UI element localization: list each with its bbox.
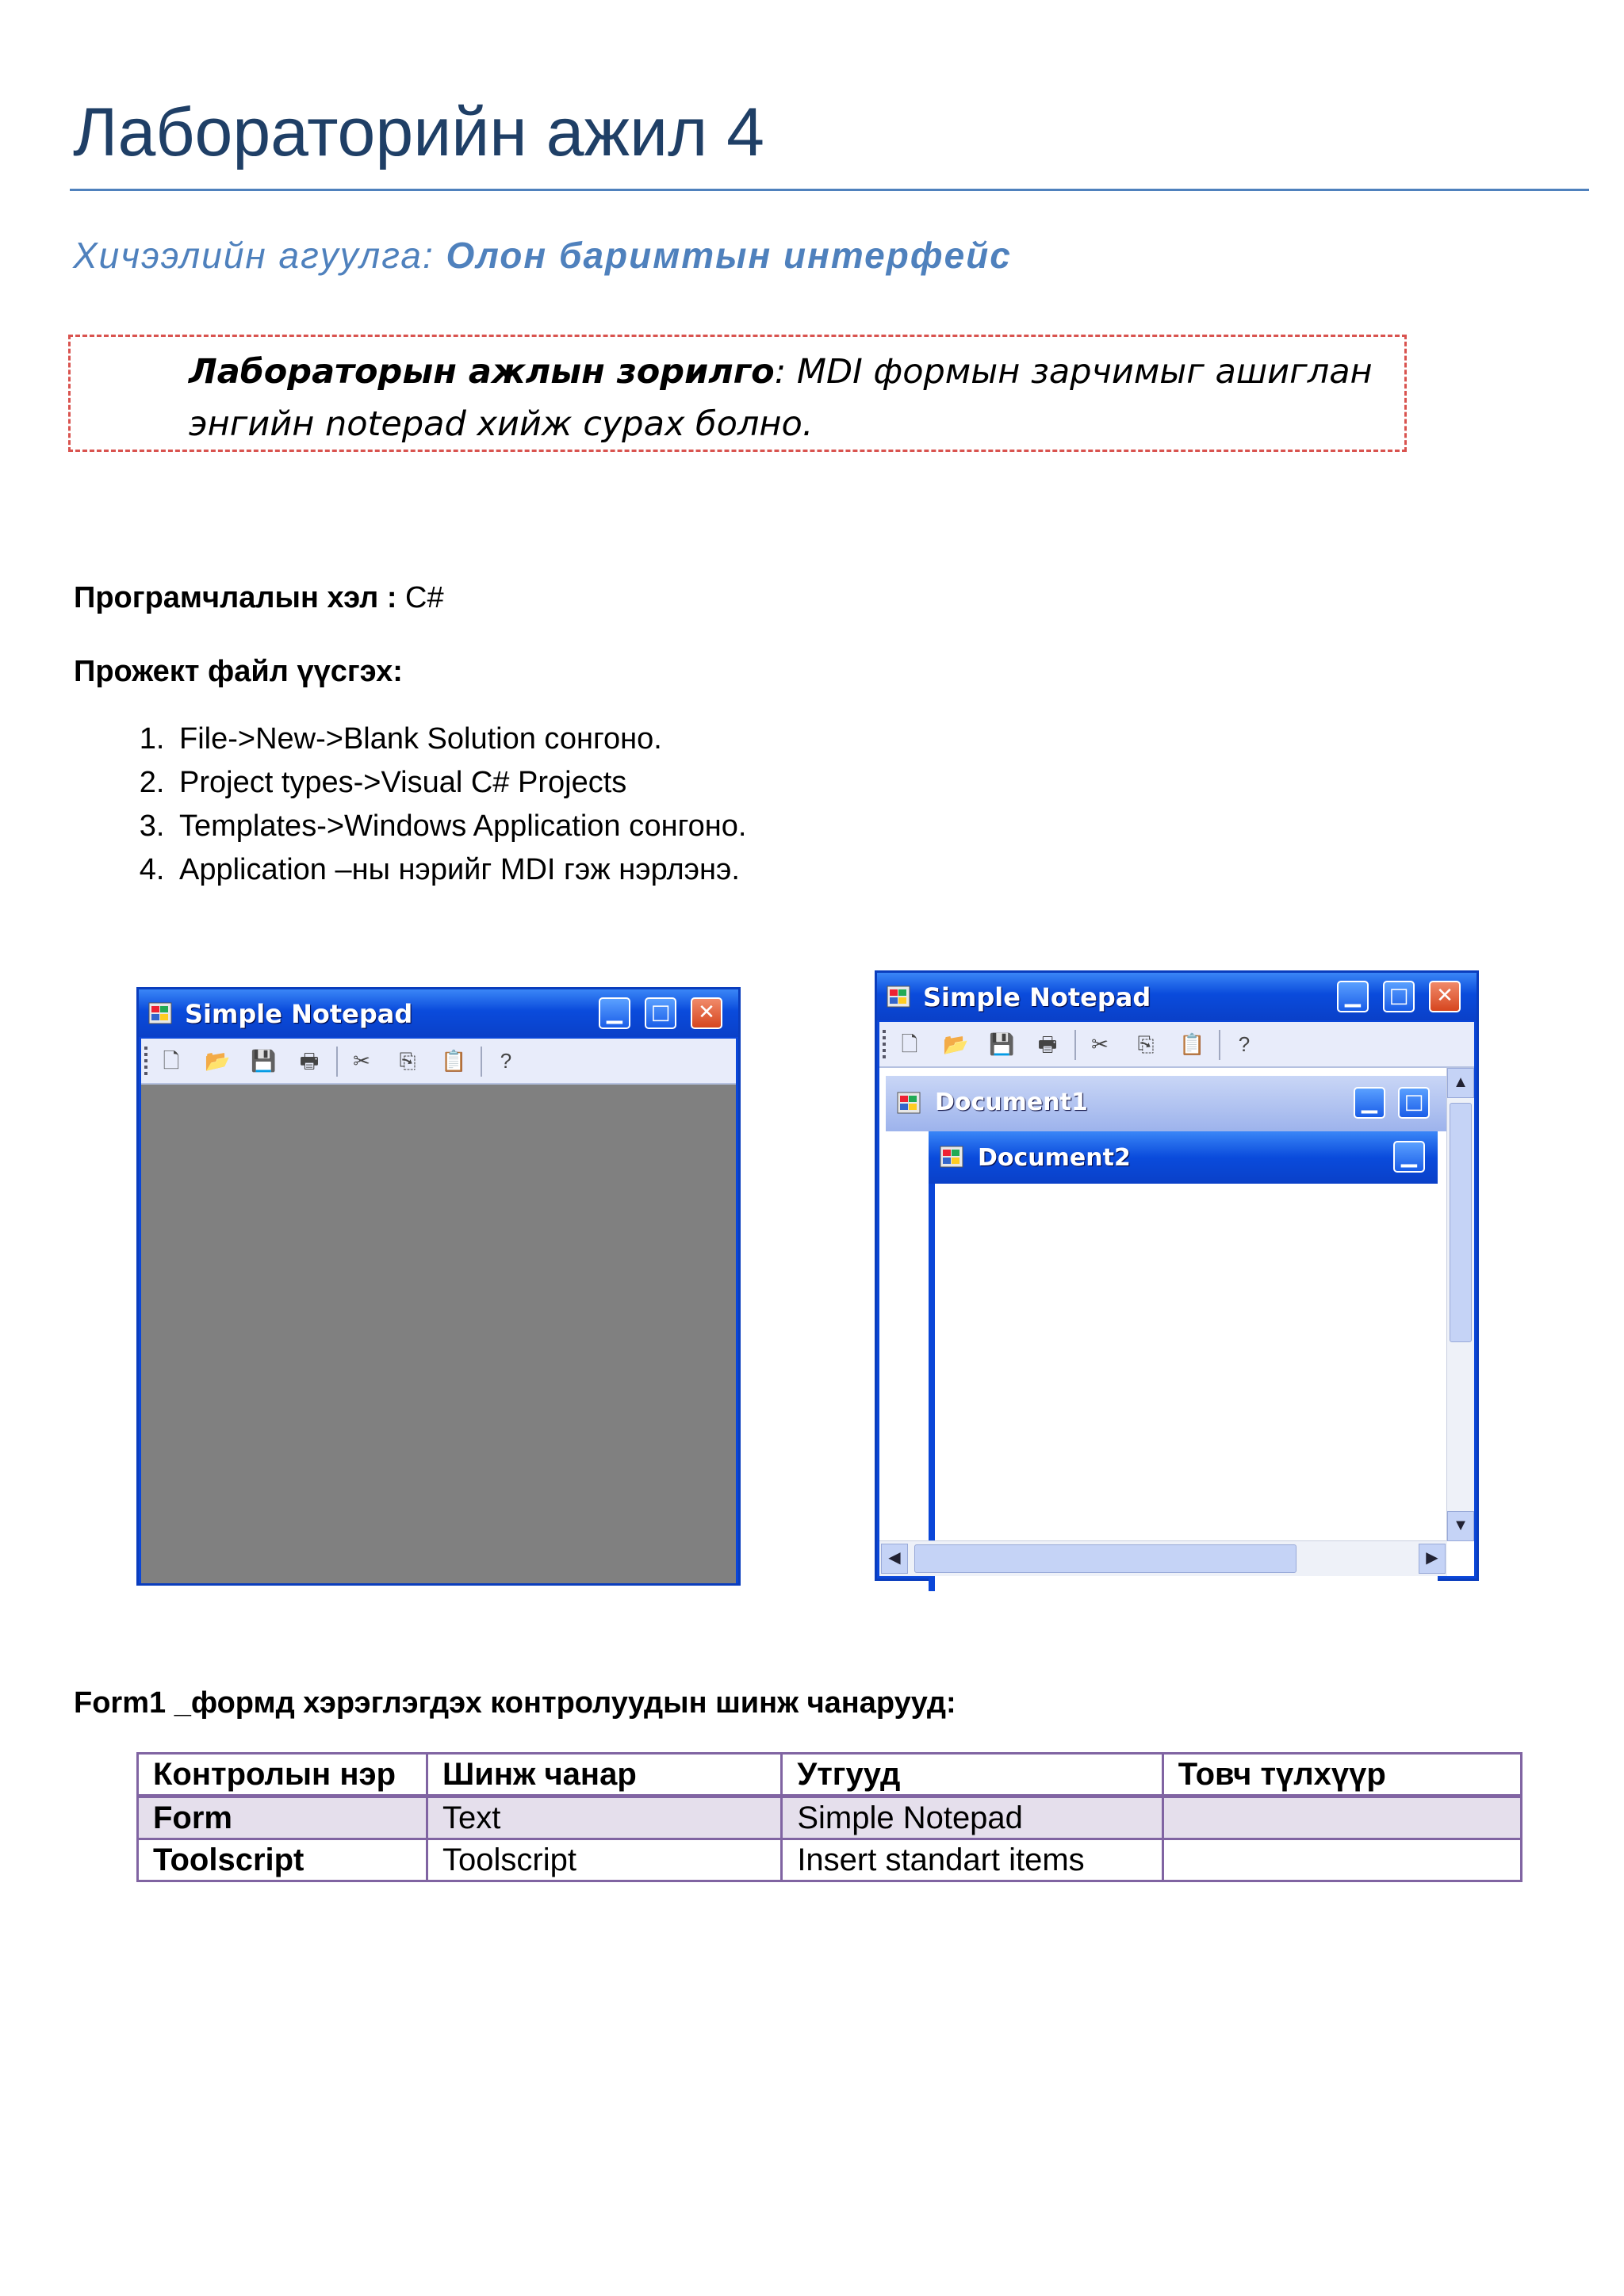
new-icon[interactable]: 🗋	[901, 1032, 918, 1056]
column-header: Утгууд	[782, 1754, 1162, 1797]
column-header: Шинж чанар	[427, 1754, 782, 1797]
table-row	[138, 1839, 1522, 1881]
open-icon[interactable]: 📂	[943, 1032, 969, 1056]
subtitle-topic: Олон баримтын интерфейс	[446, 235, 1012, 276]
child-window-document1[interactable]	[886, 1076, 1449, 1131]
paste-icon[interactable]: 📋	[441, 1049, 467, 1073]
toolbar-grip[interactable]	[144, 1047, 147, 1077]
help-icon[interactable]: ?	[1238, 1032, 1251, 1056]
subtitle-prefix: Хичээлийн агуулга:	[73, 235, 446, 276]
table-cell: Text	[427, 1797, 782, 1839]
goal-description: : MDI формын зарчимыг ашиглан энгийн notepad хийж сурах болно.	[189, 352, 1373, 444]
step-item: 4. Application –ны нэрийг MDI гэж нэрлэнэ.	[173, 848, 747, 892]
close-icon[interactable]: ✕	[691, 997, 722, 1029]
language-label: Програмчлалын хэл :	[74, 581, 397, 614]
window-titlebar	[877, 973, 1477, 1020]
vertical-scrollbar[interactable]	[1446, 1068, 1474, 1541]
save-icon[interactable]: 💾	[251, 1049, 277, 1073]
close-icon[interactable]: ✕	[1429, 981, 1461, 1012]
table-header-row	[138, 1754, 1522, 1797]
step-item: 1. File->New->Blank Solution сонгоно.	[173, 718, 747, 761]
toolbar	[879, 1022, 1474, 1068]
screenshot-mdi-empty	[136, 987, 741, 1586]
horizontal-scrollbar[interactable]	[879, 1540, 1447, 1576]
app-icon	[148, 1002, 172, 1024]
app-icon	[887, 985, 910, 1008]
table-cell: Insert standart items	[782, 1839, 1162, 1881]
document-text-area[interactable]	[935, 1184, 1438, 1591]
table-cell	[1162, 1797, 1521, 1839]
column-header: Товч түлхүүр	[1162, 1754, 1521, 1797]
title-divider	[70, 189, 1589, 191]
language-line	[74, 581, 444, 615]
table-cell: Toolscript	[427, 1839, 782, 1881]
scroll-left-icon[interactable]: ◀	[881, 1544, 908, 1574]
step-item: 2. Project types->Visual C# Projects	[173, 761, 747, 805]
print-icon[interactable]: 🖶	[299, 1049, 320, 1073]
scroll-right-icon[interactable]: ▶	[1419, 1544, 1446, 1574]
properties-table	[136, 1752, 1522, 1882]
copy-icon[interactable]: ⎘	[399, 1049, 416, 1073]
child-titlebar	[929, 1131, 1438, 1184]
table-cell: Simple Notepad	[782, 1797, 1162, 1839]
toolbar-separator	[336, 1047, 338, 1077]
project-heading	[74, 655, 403, 689]
toolbar-separator	[481, 1047, 482, 1077]
table-heading-text: Form1 _формд хэрэглэгдэх контролуудын шинж чанарууд:	[74, 1686, 956, 1720]
mdi-client-area	[879, 1068, 1474, 1576]
toolbar-separator	[1219, 1030, 1220, 1060]
maximize-icon[interactable]: □	[645, 997, 676, 1029]
open-icon[interactable]: 📂	[205, 1049, 231, 1073]
table-cell	[1162, 1839, 1521, 1881]
minimize-icon[interactable]: ▁	[599, 997, 630, 1029]
table-heading	[74, 1686, 956, 1720]
toolbar-separator	[1074, 1030, 1076, 1060]
toolbar-grip[interactable]	[883, 1030, 886, 1060]
print-icon[interactable]: 🖶	[1037, 1032, 1058, 1056]
screenshot-mdi-children	[875, 970, 1479, 1581]
minimize-icon[interactable]: ▁	[1393, 1141, 1425, 1173]
language-value: C#	[396, 581, 444, 614]
window-titlebar	[139, 989, 738, 1037]
scroll-down-icon[interactable]: ▼	[1447, 1511, 1474, 1541]
lesson-subtitle	[73, 234, 1012, 277]
scroll-up-icon[interactable]: ▲	[1447, 1068, 1474, 1098]
save-icon[interactable]: 💾	[989, 1032, 1015, 1056]
table-cell: Form	[138, 1797, 427, 1839]
copy-icon[interactable]: ⎘	[1137, 1032, 1155, 1056]
steps-list	[86, 718, 747, 892]
paste-icon[interactable]: 📋	[1179, 1032, 1205, 1056]
window-title: Simple Notepad	[185, 999, 413, 1029]
scroll-thumb[interactable]	[914, 1544, 1297, 1573]
scroll-thumb[interactable]	[1450, 1103, 1472, 1342]
step-item: 3. Templates->Windows Application сонгоно.	[173, 805, 747, 848]
toolbar	[141, 1039, 736, 1085]
child-window-document2[interactable]	[929, 1131, 1438, 1591]
table-row	[138, 1797, 1522, 1839]
table-cell: Toolscript	[138, 1839, 427, 1881]
goal-text	[189, 346, 1378, 450]
project-heading-text: Прожект файл үүсгэх:	[74, 655, 403, 688]
cut-icon[interactable]: ✂	[353, 1049, 370, 1073]
goal-label: Лабораторын ажлын зорилго	[189, 352, 775, 392]
doc-icon	[940, 1146, 963, 1168]
minimize-icon[interactable]: ▁	[1354, 1087, 1385, 1119]
child-window-title: Document2	[978, 1144, 1131, 1172]
child-window-title: Document1	[935, 1089, 1088, 1116]
window-title: Simple Notepad	[923, 982, 1151, 1012]
page-title: Лабораторийн ажил 4	[73, 94, 764, 170]
minimize-icon[interactable]: ▁	[1337, 981, 1369, 1012]
new-icon[interactable]: 🗋	[163, 1049, 180, 1073]
cut-icon[interactable]: ✂	[1091, 1032, 1109, 1056]
doc-icon	[897, 1092, 921, 1114]
column-header: Контролын нэр	[138, 1754, 427, 1797]
maximize-icon[interactable]: □	[1383, 981, 1415, 1012]
mdi-client-area	[141, 1085, 736, 1583]
help-icon[interactable]: ?	[500, 1049, 512, 1073]
maximize-icon[interactable]: □	[1398, 1087, 1430, 1119]
